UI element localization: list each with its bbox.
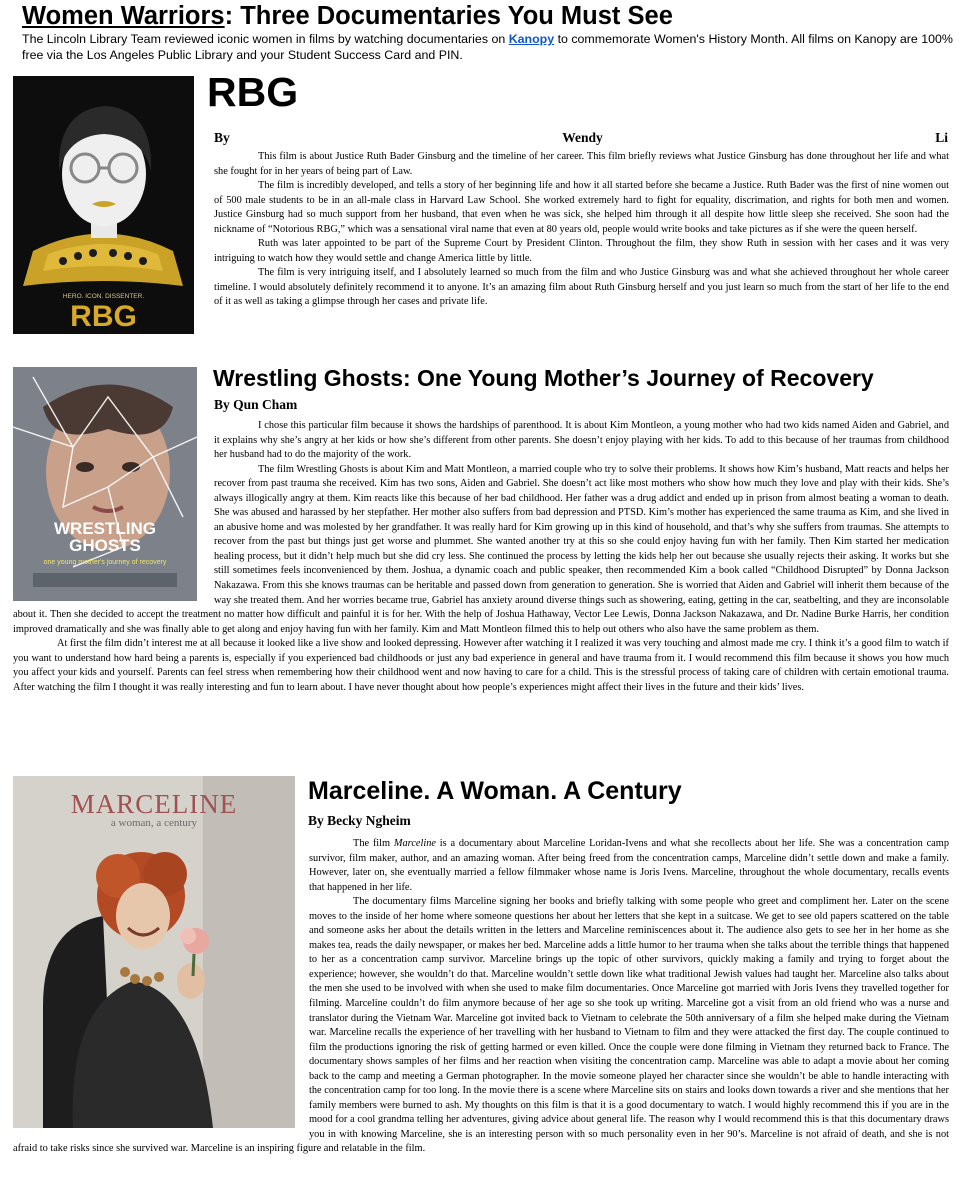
marceline-paragraph: The documentary films Marceline signing her books and briefly talking with some people who greet and compliment her. Later on the scene moves to the inside of her home where someone questions her about her letters that she kept in a suitcase. We get to see old papers scattered on the table and someone asks her about the details written in the letters and Marceline reminiscences about it. The audience also gets to see her in her home as she makes tea, reads the daily newspaper, or makes her bed. Marceline adds a little humor to her trauma when she talks about the terrible things that happened to her as a concentration camp survivor. Marceline brings up the topic of other survivors, quickly making a family and trying to forget about the experience; however, she wouldn’t do that. Marceline wouldn’t settle down like what traditional Jewish values had taught her. Marceline also talks about the men she used to be involved with when she used to make film documentaries. Once Marceline got married with Joris Ivens they travelled together for filming. Marceline couldn’t do film anymore because of her age so she took up writing. Marceline got a visit from an old friend who was a nurse and translator during the Vietnam War. Marceline got invited back to Vietnam to celebrate the 50th anniversary of a film she helped make during the Vietnam war. Marceline recalls the experience of her travelling with her husband to Vietnam to film and they were attacked the first day. The couple continued to film the productions ignoring the risk of getting harmed or even killed. Once the couple were done filming in Vietnam they returned back to France. The documentary shows samples of her films and her reaction when visiting the concentration camp. Marceline was able to adapt a movie about her coming back to the camp and meeting a German photographer. In the movie someone played her character since she wouldn’t be able to handle interacting with the concentration camp for too long. In the movie there is a scene where Marceline sits on stairs and looks down towards a river and she mentions that her family members were burned to ash. My thoughts on this film is that it is a good documentary to watch. I would highly recommend this if you are in the mood for a cool grandma telling her adventures, giving advice about general life. The reason why I would recommend this is that this documentary draws you in with knowing Marceline, she is an interesting person with so much personality even in her 90’s. Marceline is not afraid of death, and she is not afraid to take risks since she survived war. Marceline is an inspiring figure and relatable in the film. [13,896,949,1155]
rbg-title: RBG [207,69,299,115]
wrestling-ghosts-review-body [13,419,949,695]
poster-wrap-gap [13,419,214,608]
kanopy-link[interactable]: Kanopy [508,32,555,46]
poster-wrap-gap [13,837,309,1128]
wrestling-ghosts-byline: By Qun Cham [214,397,298,412]
wg-paragraph: At first the film didn’t interest me at all because it looked like a live show and looked depressing. However after watching it I realized it was very touching and almost made me cry. I think it’s a good film to watch if you want to understand how hard being a parents is, especially if you experienced bad childhoods or just any bad experience in general and have trauma from it. I would recommend this film because it shows you how much you affect your kids and yourself. Parents can feel stress when remembering how their childhood went and now having to care for a child. This is the stressful process of taking care of children with certain emotional trauma. After watching the film I thought it was really interesting and fun to learn about. I have never thought about how people’s experiences might affect their lives in the future and their kids’ lives. [13,638,949,693]
page-title-underlined: Women Warriors [22,2,225,30]
rbg-byline-first: Wendy [562,130,603,145]
marceline-review-body [13,837,949,1157]
page-title-rest: : Three Documentaries You Must See [224,2,673,30]
wg-poster-logo-2: GHOSTS [69,536,141,555]
rbg-byline-by: By [214,130,230,145]
marceline-byline: By Becky Ngheim [308,813,411,828]
rbg-paragraph: The film is incredibly developed, and tells a story of her beginning life and how it all started before she became a Justice. Ruth Bader was the first of nine women out of 500 male students to be in an all-male class in Harvard Law School. She worked extremely hard to fight for equality, discrimation, and rights for both men and women. Justice Ginsburg had so much support from her husband, that even when he was sick, she helped him through it all despite how little sleep she received. She soon had the nickname of “Notorious RBG,” which was a sensational viral name that even at 80 years old, people would write books and take pictures as if she were the queen herself. [214,180,949,235]
wg-poster-subtitle: one young mother's journey of recovery [43,559,167,566]
page-title [22,2,962,30]
wg-paragraph: The film Wrestling Ghosts is about Kim and Matt Montleon, a married couple who try to solve their problems. It shows how Kim’s husband, Matt reacts and helps her recover from past trauma she received. Kim has two sons, Aiden and Gabriel. She doesn’t act like most mothers who show how much they love and play with their kids. She’s always illogically angry at them. Kim reacts like this because of her bad childhood. Her father was a drug addict and ended up in prison from almost beating a woman to death. She was abused and harassed by her stepfather. Her mother also suffers from bad depression and PTSD. Kim’s mother has experienced the same trauma as Kim, and she lived in an abusive home and was molested by her grandfather. It was really hard for Kim growing up in this kind of household, and that’s why she suffers from traumas. She attempts to recover from the past but things just get worse and plummet. She wanted another try at this so she could enjoy having fun with her family. Then Kim started her medication healing process, but it didn’t help much but she did cry less. She continued the process by letting the kids help her out because she usually rejects their asking. It works but she still sometimes feels inconvenienced by them. Joshua, a dynamic coach and public speaker, then recommended Kim a book called “Childhood Disrupted” by Donna Jackson Nakazawa. From this she knows traumas can be heritable and passed down from generation to generation. She is worried that Aiden and Gabriel will inherit them because of the way she treated them. And her worries became true, Gabriel has anxiety around diverse things such as showering, eating, getting in the car, seatbelting, and they are inconsolable about it. Then she decided to accept the treatment no matter how difficult and painful it is for her. With the help of Joshua Hathaway, Vector Lee Lewis, Donna Jackson Nakazawa, and Dr. Nadine Burke Harris, her condition improved dramatically and she was finally able to get along and enjoy having fun with her family. Kim and Matt Montleon filmed this to help out others who also have the same problem as them. [13,463,949,635]
rbg-byline-last: Li [935,130,948,145]
rbg-poster [13,76,194,334]
rbg-byline [214,130,948,146]
intro-text [22,31,962,63]
marceline-p1-before: The film [353,838,394,849]
rbg-paragraph: The film is very intriguing itself, and I absolutely learned so much from the film and who Justice Ginsburg was and what she achieved throughout her whole career timeline. I would absolutely definitely recommend it to anyone. It’s an amazing film about Ruth Ginsburg herself and you just learn so much from the start of her life to the end of it as well as taking a glimpse through her cases and private life. [214,267,949,308]
marceline-film-name: Marceline [393,838,437,849]
wrestling-ghosts-title: Wrestling Ghosts: One Young Mother’s Journey of Recovery [213,365,874,391]
wg-paragraph: I chose this particular film because it shows the hardships of parenthood. It is about Kim Montleon, a young mother who had two kids named Aiden and Gabriel, and it explains why she’s angry at her kids or how she’s different from other parents. She doesn’t enjoy playing with her kids. To add to this because of her traumas from childhood her husband had to do the majority of the work. [214,420,949,461]
rbg-review-body [214,150,949,310]
page-header [22,2,962,63]
intro-before: The Lincoln Library Team reviewed iconic women in films by watching documentaries on [22,32,509,46]
intro-after: to commemorate Women's History Month. All films on Kanopy are 100% free via the Los Angeles Public Library and your Student Success Card and PIN. [22,32,953,62]
rbg-paragraph: This film is about Justice Ruth Bader Ginsburg and the timeline of her career. This film briefly reviews what Justice Ginsburg has done throughout her life and what she fought for in her years of being part of Law. [214,151,949,177]
marceline-poster-logo: MARCELINE [70,789,238,819]
rbg-poster-logo: RBG [70,300,137,333]
rbg-paragraph: Ruth was later appointed to be part of the Supreme Court by President Clinton. Throughout the film, they show Ruth in session with her cases and it was very intriguing to watch how they would settle and change America little by little. [214,238,949,264]
marceline-title: Marceline. A Woman. A Century [308,777,682,805]
marceline-poster-subtitle: a woman, a century [110,817,198,829]
wg-poster-logo-1: WRESTLING [54,519,156,538]
rbg-poster-tagline: HERO. ICON. DISSENTER. [62,293,145,300]
marceline-p1-after: is a documentary about Marceline Loridan-Ivens and what she recollects about her life. She was a concentration camp survivor, film maker, author, and an amazing woman. After being freed from the concentration camps, Marceline didn’t settle down and make a family. However, later on, she eventually married a fellow filmmaker whose name is Joris Ivens. Marceline, throughout the whole documentary, recalls events that happened in her life. [309,838,949,893]
